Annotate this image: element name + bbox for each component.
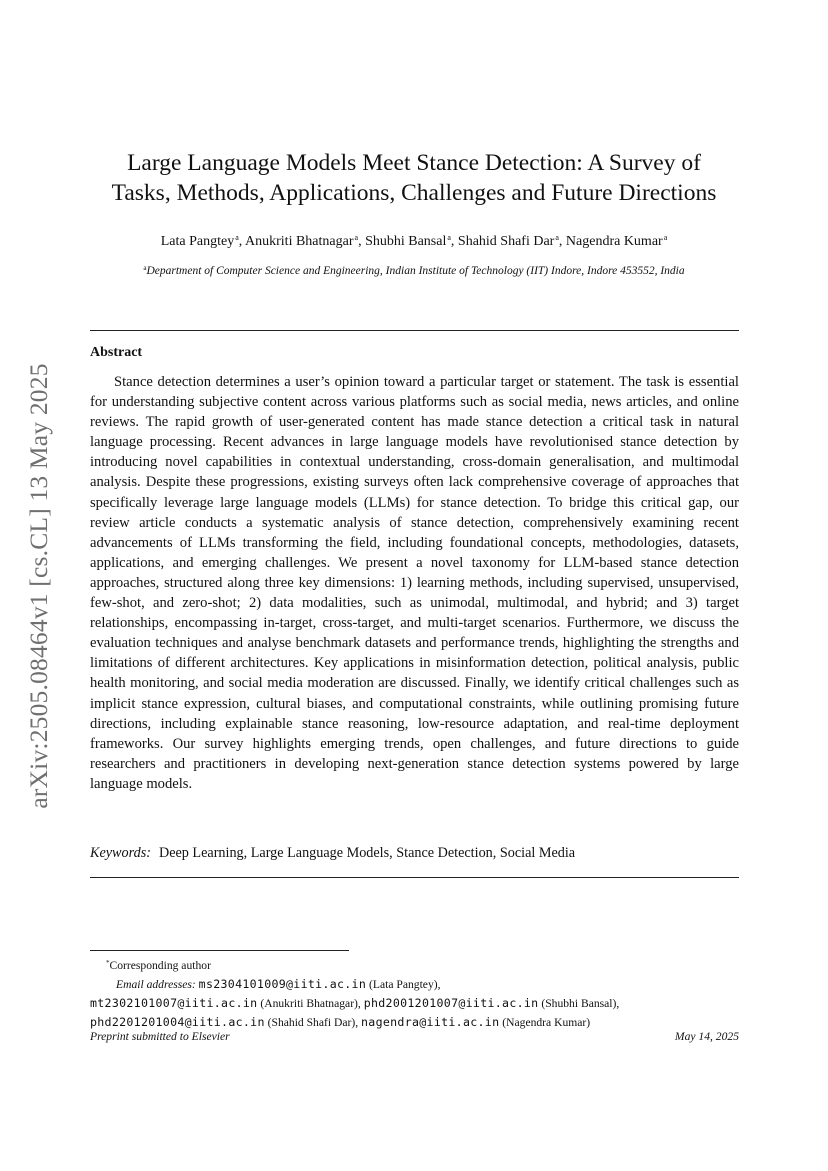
- email-link[interactable]: nagendra@iiti.ac.in: [361, 1015, 500, 1029]
- email-owner: (Shubhi Bansal),: [541, 997, 620, 1010]
- keywords-label: Keywords:: [90, 845, 151, 861]
- footnote-mark: *: [106, 959, 110, 967]
- email-line-3: [90, 1016, 590, 1029]
- affiliation-mark: a: [555, 233, 559, 242]
- affiliation-mark: a: [143, 264, 147, 272]
- abstract-heading: Abstract: [90, 345, 143, 360]
- email-link[interactable]: ms2304101009@iiti.ac.in: [198, 977, 367, 991]
- title-line-2: Tasks, Methods, Applications, Challenges and Future Directions: [111, 180, 717, 206]
- author-name: Lata Pangtey: [160, 234, 235, 249]
- affiliation: [60, 264, 768, 277]
- corresponding-author-note: [90, 954, 739, 975]
- email-owner: (Anukriti Bhatnagar),: [260, 997, 361, 1010]
- bottom-rule: [90, 877, 739, 878]
- footnote-rule: [90, 950, 349, 951]
- affiliation-mark: a: [447, 233, 451, 242]
- corresponding-author-text: Corresponding author: [109, 959, 211, 972]
- affiliation-mark: a: [354, 233, 359, 242]
- email-line-2: [90, 997, 619, 1010]
- abstract-body: Stance detection determines a user’s opinion toward a particular target or statement. The task is essential for understanding subjective content across various platforms such as social media, news articles, and online reviews. The rapid growth of user-generated content has made stance detection a critical task in natural language processing. Recent advances in large language models have revolutionised stance detection by introducing novel capabilities in contextual understanding, cross-domain generalisation, and multimodal analysis. Despite these progressions, existing surveys often lack comprehensive coverage of approaches that specifically leverage large language models (LLMs) for stance detection. To bridge this critical gap, our review article conducts a systematic analysis of stance detection, comprehensively examining recent advancements of LLMs transforming the field, including foundational concepts, methodologies, datasets, applications, and emerging challenges. We present a novel taxonomy for LLM-based stance detection approaches, structured along three key dimensions: 1) learning methods, including supervised, unsupervised, few-shot, and zero-shot; 2) data modalities, such as unimodal, multimodal, and hybrid; and 3) target relationships, encompassing in-target, cross-target, and multi-target scenarios. Furthermore, we discuss the evaluation techniques and analyse benchmark datasets and performance trends, highlighting the strengths and limitations of different architectures. Key applications in misinformation detection, political analysis, public health monitoring, and social media moderation are discussed. Finally, we identify critical challenges such as implicit stance expression, cultural biases, and computational constraints, while outlining promising future directions, including explainable stance reasoning, low-resource adaptation, and real-time deployment frameworks. Our survey highlights emerging trends, open challenges, and future directions to guide researchers and practitioners in developing next-generation stance detection systems powered by large language models.: [90, 374, 739, 792]
- arxiv-identifier-text: arXiv:2505.08464v1 [cs.CL] 13 May 2025: [24, 363, 53, 809]
- title-line-1: Large Language Models Meet Stance Detection: A Survey of: [127, 150, 701, 176]
- keywords-value: Deep Learning, Large Language Models, Stance Detection, Social Media: [158, 845, 576, 861]
- email-owner: (Nagendra Kumar): [502, 1016, 591, 1029]
- email-link[interactable]: mt2302101007@iiti.ac.in: [90, 996, 258, 1010]
- author-name: Anukriti Bhatnagar: [245, 234, 354, 249]
- author-name: Shahid Shafi Dar: [457, 234, 555, 249]
- email-link[interactable]: phd2001201007@iiti.ac.in: [363, 996, 539, 1010]
- paper-title: [60, 148, 768, 208]
- arxiv-identifier-stamp: [22, 340, 56, 832]
- affiliation-text: Department of Computer Science and Engineering, Indian Institute of Technology (IIT) Indore, Indore 453552, India: [146, 265, 685, 277]
- author-list: Lata Pangtey$^a$, Anukriti Bhatnagar$^a$, Shubhi Bansal$^a$, Shahid Shafi Dar$^a$, Nagendra Kumar$^a$: [160, 233, 668, 249]
- author-name: Nagendra Kumar: [565, 234, 663, 249]
- affiliation-mark: a: [663, 233, 668, 242]
- email-owner: (Lata Pangtey),: [369, 978, 441, 991]
- top-rule: [90, 330, 739, 331]
- footnote: [90, 954, 739, 1032]
- email-line-1: [90, 975, 739, 994]
- email-label: Email addresses:: [116, 978, 196, 991]
- email-link[interactable]: phd2201201004@iiti.ac.in: [90, 1015, 265, 1029]
- submission-date: May 14, 2025: [674, 1030, 739, 1043]
- affiliation-mark: a: [235, 233, 239, 242]
- keywords: [90, 845, 575, 862]
- email-owner: (Shahid Shafi Dar),: [267, 1016, 359, 1029]
- preprint-note: Preprint submitted to Elsevier: [90, 1030, 230, 1043]
- author-name: Shubhi Bansal: [365, 234, 447, 249]
